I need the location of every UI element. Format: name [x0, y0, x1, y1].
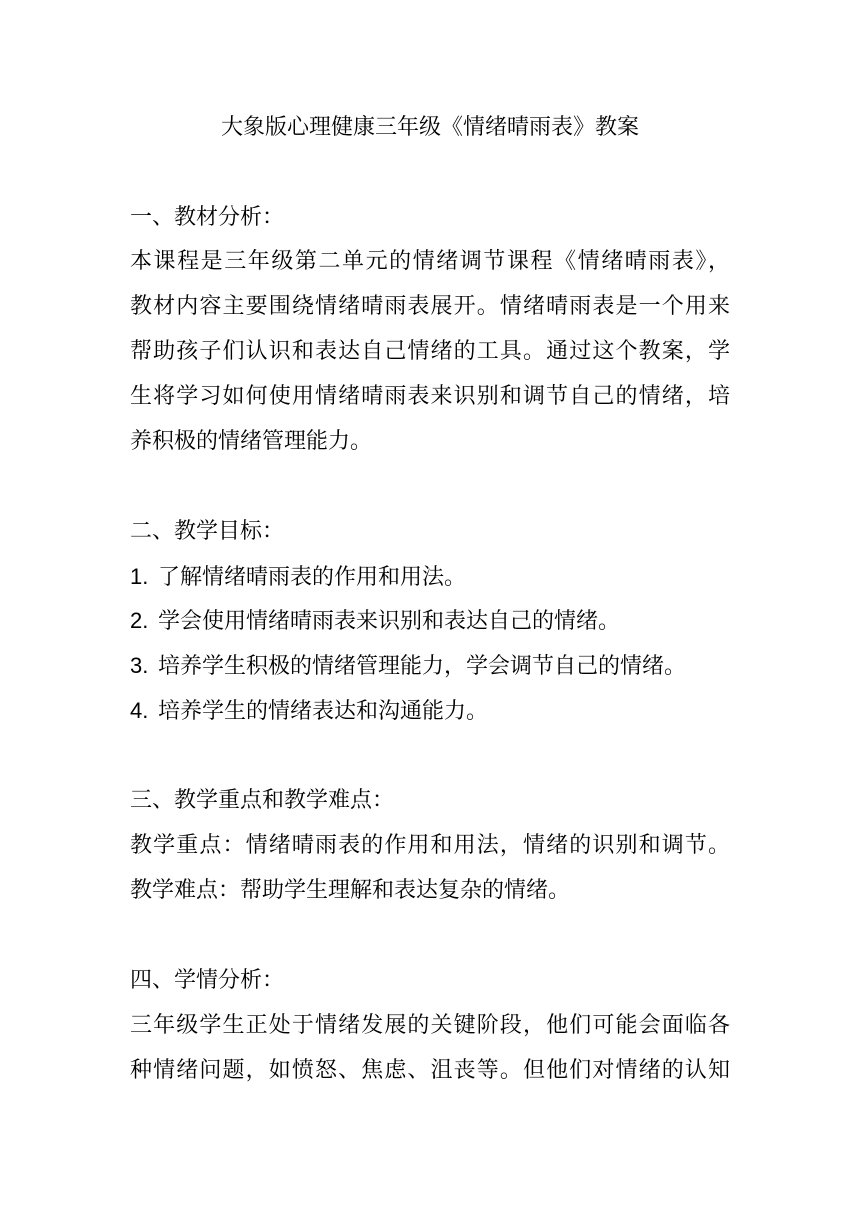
list-item	[130, 606, 620, 636]
section-heading: 三、教学重点和教学难点：	[130, 788, 395, 813]
paragraph-line: 教学难点：帮助学生理解和表达复杂的情绪。	[130, 878, 571, 903]
paragraph-line: 本课程是三年级第二单元的情绪调节课程《情绪晴雨表》，	[130, 249, 730, 274]
list-item	[130, 696, 488, 726]
paragraph-line: 养积极的情绪管理能力。	[130, 429, 373, 454]
paragraph-line: 教学重点：情绪晴雨表的作用和用法，情绪的识别和调节。	[130, 833, 730, 858]
document-title: 大象版心理健康三年级《情绪晴雨表》教案	[220, 115, 639, 140]
list-item-number: 4.	[130, 698, 149, 723]
list-item	[130, 562, 466, 592]
paragraph-line: 生将学习如何使用情绪晴雨表来识别和调节自己的情绪，培	[130, 384, 730, 409]
paragraph-line: 教材内容主要围绕情绪晴雨表展开。情绪晴雨表是一个用来	[130, 294, 730, 319]
section-heading: 二、教学目标：	[130, 519, 285, 544]
list-item-text: 培养学生积极的情绪管理能力，学会调节自己的情绪。	[158, 654, 687, 679]
section-heading: 四、学情分析：	[130, 968, 285, 993]
list-item-text: 了解情绪晴雨表的作用和用法。	[158, 565, 467, 590]
paragraph-line: 三年级学生正处于情绪发展的关键阶段，他们可能会面临各	[130, 1013, 730, 1038]
paragraph-line: 种情绪问题，如愤怒、焦虑、沮丧等。但他们对情绪的认知	[130, 1058, 730, 1083]
list-item	[130, 651, 686, 681]
section-heading: 一、教材分析：	[130, 205, 285, 230]
list-item-number: 3.	[130, 653, 149, 678]
list-item-number: 1.	[130, 564, 149, 589]
list-item-number: 2.	[130, 608, 149, 633]
paragraph-line: 帮助孩子们认识和表达自己情绪的工具。通过这个教案，学	[130, 339, 730, 364]
list-item-text: 培养学生的情绪表达和沟通能力。	[158, 699, 489, 724]
list-item-text: 学会使用情绪晴雨表来识别和表达自己的情绪。	[158, 609, 621, 634]
